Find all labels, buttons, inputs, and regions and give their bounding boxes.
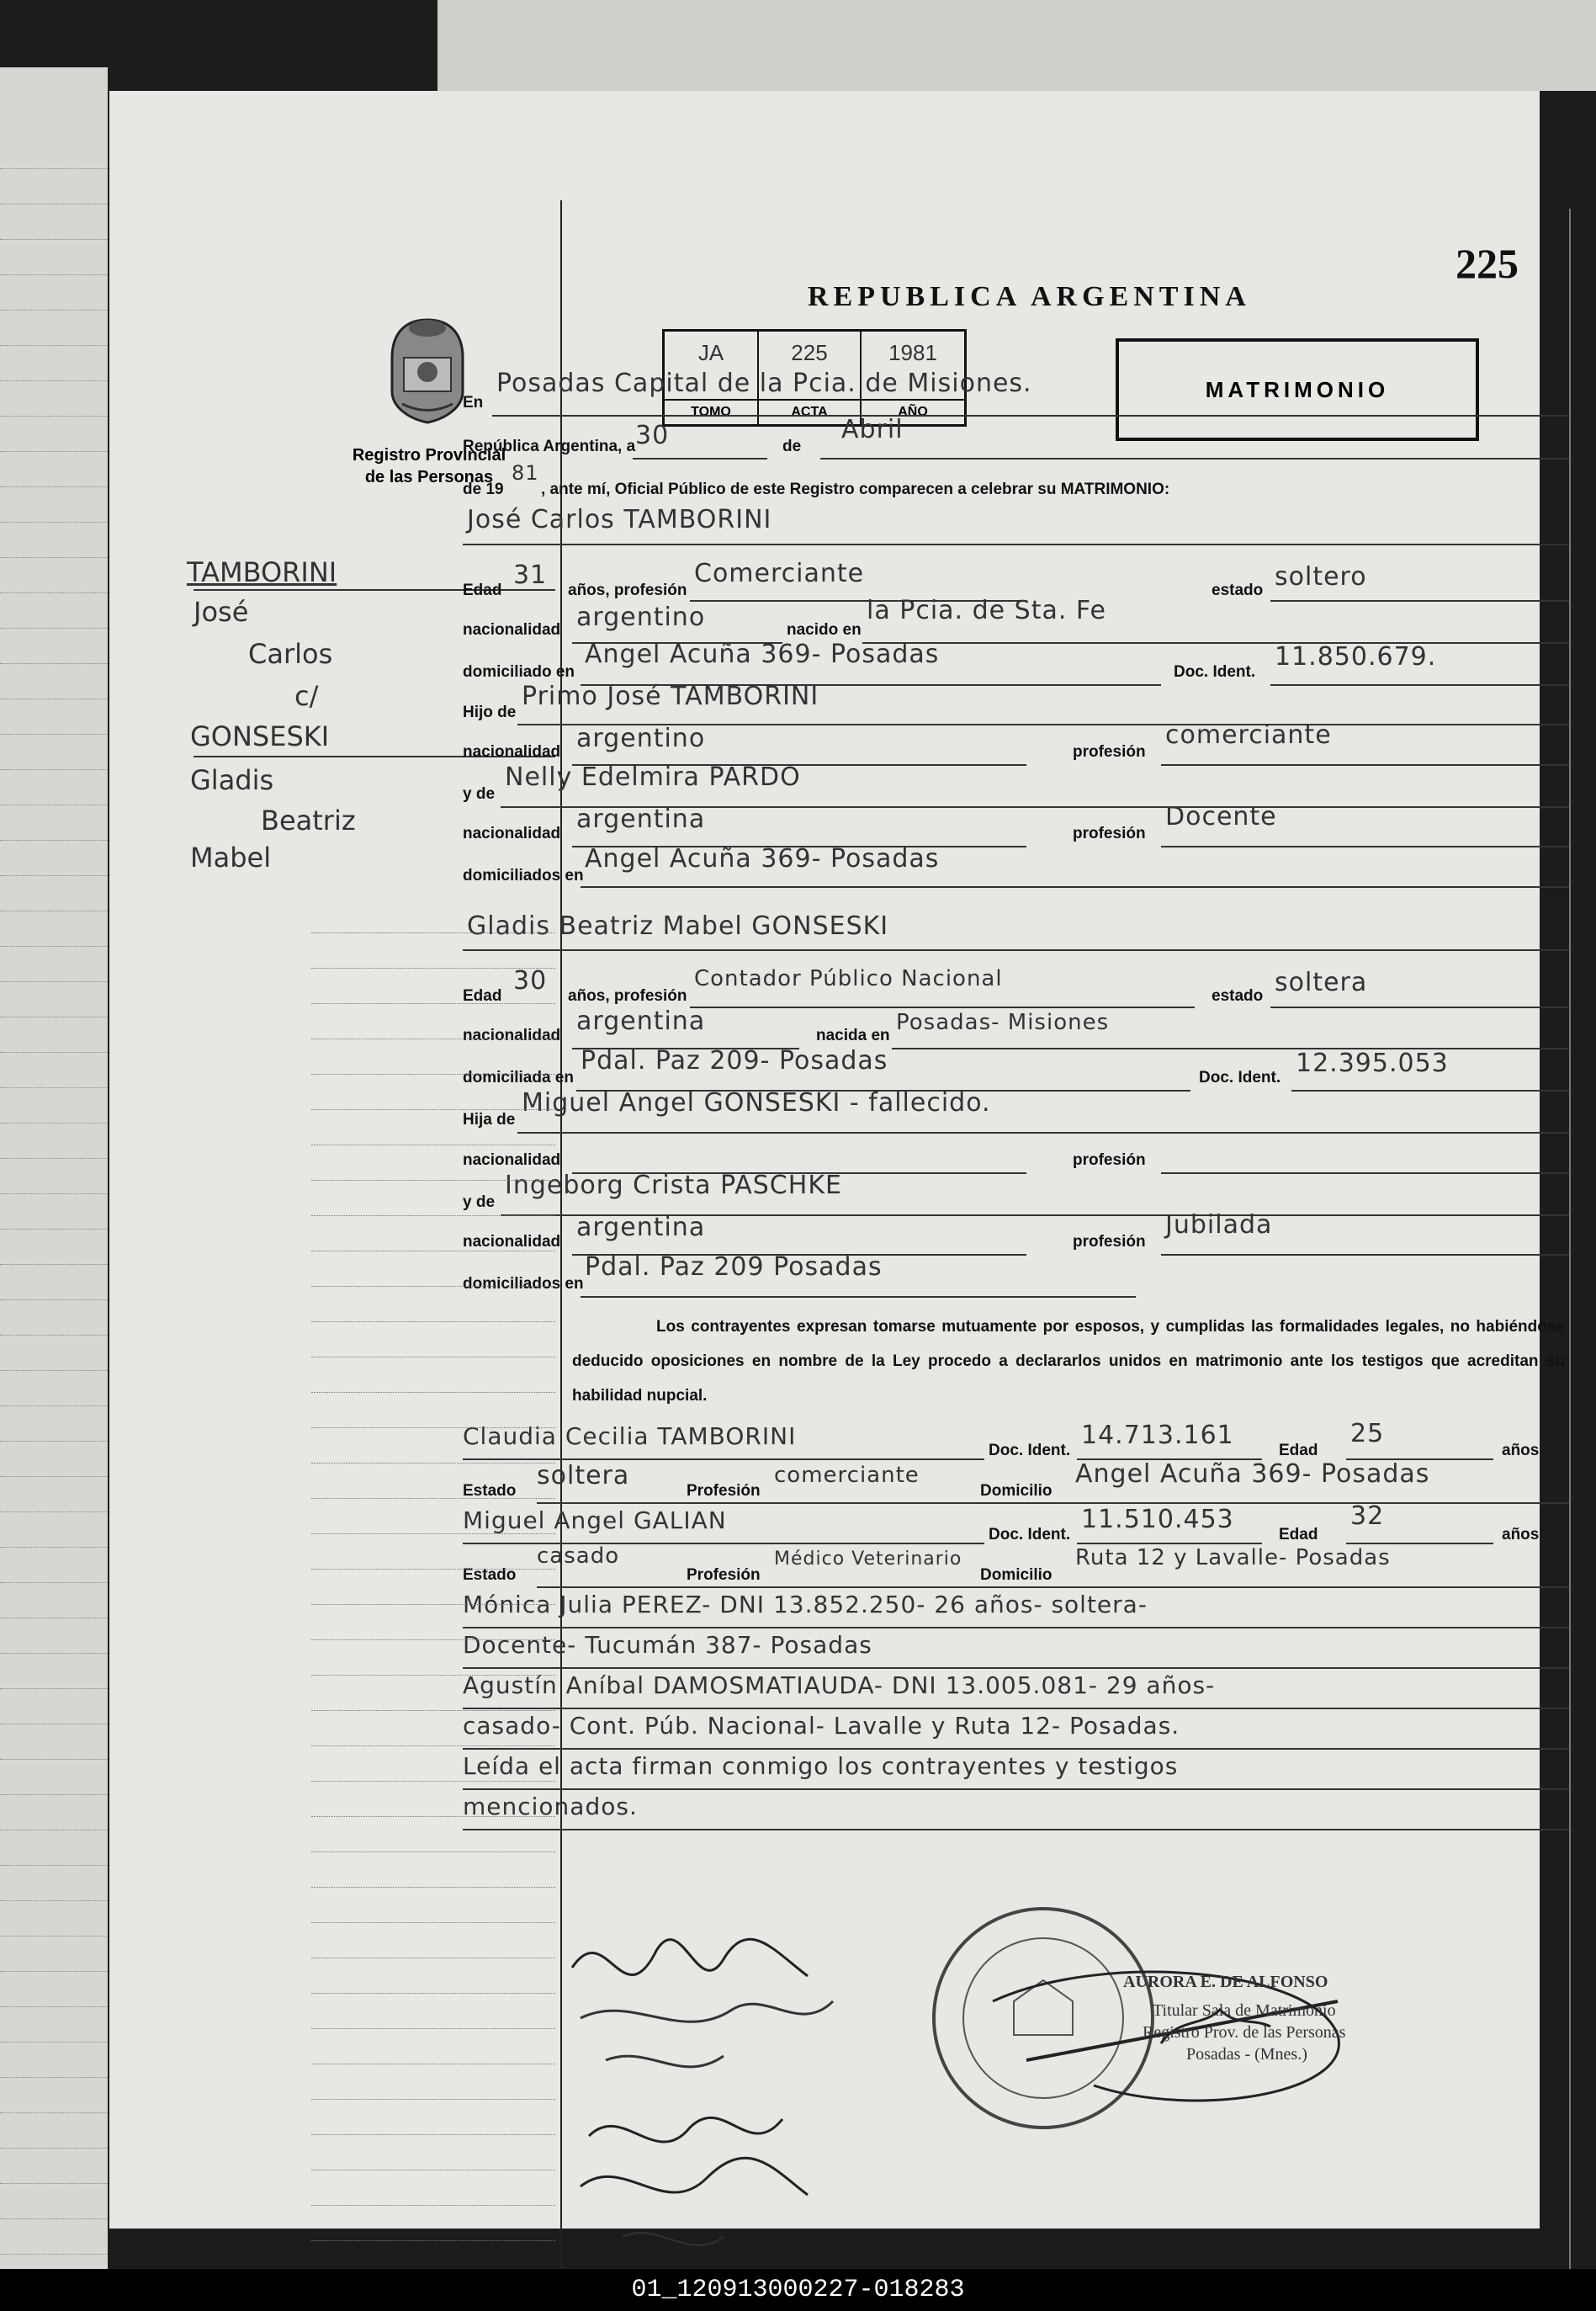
anio-value: 1981 xyxy=(888,340,937,365)
image-caption: 01_120913000227-018283 xyxy=(0,2269,1596,2311)
label-madre-prof: profesión xyxy=(1073,825,1146,842)
label-nacionalidad: nacionalidad xyxy=(463,1027,561,1044)
label-doc: Doc. Ident. xyxy=(1199,1069,1281,1086)
marriage-month: Abril xyxy=(841,415,904,444)
bride-marital-status: soltera xyxy=(1275,968,1368,997)
margin-given-bride-1: Gladis xyxy=(190,764,274,796)
ruled-line xyxy=(0,1405,108,1406)
groom-birthplace: la Pcia. de Sta. Fe xyxy=(867,596,1107,625)
ruled-line xyxy=(311,1180,555,1181)
groom-id: 11.850.679. xyxy=(1275,642,1437,672)
groom-father: Primo José TAMBORINI xyxy=(522,682,819,711)
stamp-title: Titular Sala de Matrimonio xyxy=(1153,2001,1336,2020)
ruled-line xyxy=(0,1900,108,1901)
extra-line-5: Leída el acta firman conmigo los contrayentes y testigos xyxy=(463,1752,1179,1780)
label-padres-dom: domiciliados en xyxy=(463,867,584,885)
ruled-line xyxy=(0,1299,108,1300)
field-line xyxy=(1161,764,1569,766)
ruled-line xyxy=(0,310,108,311)
intro-text: , ante mí, Oficial Público de este Registro comparecen a celebrar su MATRIMONIO: xyxy=(541,481,1170,498)
label-hija: Hija de xyxy=(463,1111,516,1129)
field-line xyxy=(1270,684,1569,686)
ruled-line xyxy=(311,1321,555,1322)
field-line xyxy=(581,1296,1136,1298)
ruled-line xyxy=(0,592,108,593)
groom-mother-nationality: argentina xyxy=(576,805,706,834)
field-line xyxy=(463,1627,1569,1628)
ruled-line xyxy=(0,522,108,523)
label-padre-nac: nacionalidad xyxy=(463,743,561,761)
witness-2-id: 11.510.453 xyxy=(1081,1505,1234,1534)
marriage-year: 81 xyxy=(512,461,539,485)
groom-nationality: argentino xyxy=(576,603,706,632)
witness-2-status: casado xyxy=(537,1543,620,1569)
document-type-box: MATRIMONIO xyxy=(1116,338,1479,441)
ruled-line xyxy=(0,1158,108,1159)
bride-parents-address: Pdal. Paz 209 Posadas xyxy=(585,1252,883,1282)
field-line xyxy=(690,1007,1195,1008)
label-domiciliado: domiciliado en xyxy=(463,663,575,681)
ruled-line xyxy=(311,1463,555,1464)
ruled-line xyxy=(311,1851,555,1852)
ruled-line xyxy=(0,1052,108,1053)
field-line xyxy=(1161,1172,1569,1174)
ruled-line xyxy=(0,239,108,240)
label-profesion: Profesión xyxy=(687,1482,761,1500)
witness-1-address: Angel Acuña 369- Posadas xyxy=(1075,1459,1430,1489)
page-number: 225 xyxy=(1455,240,1519,287)
ruled-line xyxy=(311,1710,555,1711)
page-behind xyxy=(437,0,1596,91)
field-line xyxy=(463,949,1569,951)
field-line xyxy=(1077,1543,1262,1544)
ruled-line xyxy=(0,1335,108,1336)
label-anos-profesion: años, profesión xyxy=(568,987,687,1005)
label-estado: estado xyxy=(1212,582,1264,599)
margin-surname-bride: GONSESKI xyxy=(190,720,330,752)
label-anos-profesion: años, profesión xyxy=(568,582,687,599)
label-padres-dom: domiciliados en xyxy=(463,1275,584,1293)
bride-age: 30 xyxy=(513,966,548,996)
witness-2-age: 32 xyxy=(1350,1501,1385,1531)
groom-address: Angel Acuña 369- Posadas xyxy=(585,640,940,669)
ruled-line xyxy=(311,1816,555,1817)
ruled-line xyxy=(311,1675,555,1676)
ruled-line xyxy=(0,628,108,629)
witness-2-profession: Médico Veterinario xyxy=(774,1549,962,1570)
field-line xyxy=(1161,846,1569,847)
label-domiciliada: domiciliada en xyxy=(463,1069,574,1086)
label-anos: años xyxy=(1502,1442,1540,1459)
label-anos: años xyxy=(1502,1526,1540,1543)
ruled-line xyxy=(0,2254,108,2255)
field-line xyxy=(463,544,1569,545)
label-madre-nac: nacionalidad xyxy=(463,1233,561,1251)
ruled-line xyxy=(0,486,108,487)
stamp-registry: Registro Prov. de las Personas xyxy=(1143,2023,1346,2042)
witness-1-status: soltera xyxy=(537,1461,630,1490)
ruled-line xyxy=(0,451,108,452)
field-line xyxy=(463,1458,984,1460)
signatures xyxy=(555,1900,1397,2287)
label-estado: Estado xyxy=(463,1566,517,1584)
field-line xyxy=(463,1748,1569,1750)
ruled-line xyxy=(0,1229,108,1230)
bride-name: Gladis Beatriz Mabel GONSESKI xyxy=(467,911,889,941)
witness-1-name: Claudia Cecilia TAMBORINI xyxy=(463,1422,797,1450)
tomo-label: TOMO xyxy=(665,399,757,424)
ruled-line xyxy=(0,946,108,947)
ruled-line xyxy=(311,1109,555,1110)
field-line xyxy=(581,886,1569,888)
label-edad: Edad xyxy=(1279,1442,1318,1459)
ruled-line xyxy=(0,1511,108,1512)
groom-age: 31 xyxy=(513,560,548,590)
field-line xyxy=(537,1586,1569,1588)
extra-line-4: casado- Cont. Púb. Nacional- Lavalle y Ruta 12- Posadas. xyxy=(463,1712,1180,1740)
ruled-line xyxy=(311,1639,555,1640)
ruled-line xyxy=(0,1653,108,1654)
stamp-official-name: AURORA E. DE ALFONSO xyxy=(1123,1973,1328,1991)
ruled-line xyxy=(0,380,108,381)
label-year: de 19 xyxy=(463,481,504,498)
groom-parents-address: Angel Acuña 369- Posadas xyxy=(585,844,940,874)
bride-address: Pdal. Paz 209- Posadas xyxy=(581,1046,888,1076)
bride-id: 12.395.053 xyxy=(1296,1049,1449,1078)
label-doc: Doc. Ident. xyxy=(989,1526,1071,1543)
bride-nationality: argentina xyxy=(576,1007,706,1036)
ruled-line xyxy=(311,1533,555,1534)
ruled-line xyxy=(311,1074,555,1075)
register-page xyxy=(109,91,1565,2229)
ruled-line xyxy=(311,1922,555,1923)
ruled-line xyxy=(0,1441,108,1442)
ruled-line xyxy=(0,1476,108,1477)
ruled-line xyxy=(311,2134,555,2135)
ruled-line xyxy=(311,1604,555,1605)
label-de: de xyxy=(782,438,802,455)
margin-given-groom-1: José xyxy=(194,596,249,628)
previous-page-edge xyxy=(0,67,108,2272)
acta-value: 225 xyxy=(791,340,828,365)
field-line xyxy=(820,458,1569,460)
ruled-line xyxy=(311,1215,555,1216)
witness-1-age: 25 xyxy=(1350,1419,1385,1448)
ruled-line xyxy=(311,932,555,933)
ruled-line xyxy=(0,1264,108,1265)
groom-mother: Nelly Edelmira PARDO xyxy=(505,762,801,792)
ruled-line xyxy=(0,345,108,346)
label-y-de: y de xyxy=(463,785,496,803)
ruled-line xyxy=(0,1370,108,1371)
label-nacida: nacida en xyxy=(816,1027,890,1044)
anio-label: AÑO xyxy=(862,399,964,424)
ruled-line xyxy=(0,2042,108,2043)
ruled-line xyxy=(0,769,108,770)
groom-father-nationality: argentino xyxy=(576,724,706,753)
margin-surname-groom: TAMBORINI xyxy=(187,556,337,588)
label-y-de: y de xyxy=(463,1193,496,1211)
field-line xyxy=(463,1667,1569,1669)
field-line xyxy=(517,1132,1569,1134)
extra-line-2: Docente- Tucumán 387- Posadas xyxy=(463,1631,872,1659)
ruled-line xyxy=(0,734,108,735)
bride-birthplace: Posadas- Misiones xyxy=(896,1010,1110,1035)
bride-mother: Ingeborg Crista PASCHKE xyxy=(505,1171,842,1200)
margin-given-groom-2: Carlos xyxy=(248,638,333,670)
stamp-location: Posadas - (Mnes.) xyxy=(1186,2045,1307,2064)
witness-2-name: Miguel Angel GALIAN xyxy=(463,1506,727,1534)
declaration-text: Los contrayentes expresan tomarse mutuamente por esposos, y cumplidas las formalidades legales, no habiéndose deducido oposiciones en nombre de la Ley procedo a declararlos unidos en matrimonio ante los testigos que acreditan su habilidad nupcial. xyxy=(572,1318,1565,1405)
label-hijo: Hijo de xyxy=(463,704,517,721)
extra-line-6: mencionados. xyxy=(463,1793,638,1820)
label-profesion: Profesión xyxy=(687,1566,761,1584)
ruled-line xyxy=(311,1286,555,1287)
field-line xyxy=(463,1708,1569,1709)
ruled-line xyxy=(0,274,108,275)
ruled-line xyxy=(311,1781,555,1782)
field-line xyxy=(1270,600,1569,602)
label-madre-prof: profesión xyxy=(1073,1233,1146,1251)
witness-1-id: 14.713.161 xyxy=(1081,1421,1234,1450)
groom-mother-profession: Docente xyxy=(1165,802,1277,831)
extra-line-1: Mónica Julia PEREZ- DNI 13.852.250- 26 años- soltera- xyxy=(463,1591,1148,1618)
witness-2-address: Ruta 12 y Lavalle- Posadas xyxy=(1075,1545,1391,1570)
ruled-line xyxy=(311,2028,555,2029)
field-line xyxy=(1346,1543,1493,1544)
label-nacido: nacido en xyxy=(787,621,862,639)
label-padre-prof: profesión xyxy=(1073,1151,1146,1169)
ruled-line xyxy=(0,1582,108,1583)
label-country: República Argentina, a xyxy=(463,438,636,455)
ruled-line xyxy=(311,968,555,969)
label-padre-nac: nacionalidad xyxy=(463,1151,561,1169)
marriage-day: 30 xyxy=(635,421,670,450)
groom-father-profession: comerciante xyxy=(1165,720,1332,750)
ruled-line xyxy=(0,2183,108,2184)
ruled-line xyxy=(0,1193,108,1194)
groom-name: José Carlos TAMBORINI xyxy=(467,505,772,534)
ruled-line xyxy=(0,1794,108,1795)
ruled-line xyxy=(0,663,108,664)
label-domicilio: Domicilio xyxy=(980,1482,1053,1500)
ruled-line xyxy=(311,1498,555,1499)
ruled-line xyxy=(0,2077,108,2078)
label-edad: Edad xyxy=(463,987,502,1005)
field-line xyxy=(463,1829,1569,1830)
bride-father: Miguel Angel GONSESKI - fallecido. xyxy=(522,1088,991,1118)
ruled-line xyxy=(311,2240,555,2241)
ruled-line xyxy=(0,1688,108,1689)
label-padre-prof: profesión xyxy=(1073,743,1146,761)
ruled-line xyxy=(311,1993,555,1994)
margin-conjunction: c/ xyxy=(294,680,319,712)
page-title: REPUBLICA ARGENTINA xyxy=(808,281,1251,312)
ruled-line xyxy=(311,1887,555,1888)
ruled-line xyxy=(311,1392,555,1393)
bride-mother-profession: Jubilada xyxy=(1165,1210,1273,1240)
right-rule xyxy=(1569,209,1571,2271)
ruled-line xyxy=(311,1745,555,1746)
label-madre-nac: nacionalidad xyxy=(463,825,561,842)
bride-mother-nationality: argentina xyxy=(576,1213,706,1242)
margin-given-bride-3: Mabel xyxy=(190,842,272,874)
label-doc: Doc. Ident. xyxy=(1174,663,1256,681)
groom-profession: Comerciante xyxy=(694,559,865,588)
ruled-line xyxy=(0,981,108,982)
ruled-line xyxy=(0,1759,108,1760)
acta-label: ACTA xyxy=(759,399,860,424)
ruled-line xyxy=(0,1087,108,1088)
ruled-line xyxy=(0,2218,108,2219)
label-domicilio: Domicilio xyxy=(980,1566,1053,1584)
ruled-line xyxy=(0,2148,108,2149)
ruled-line xyxy=(311,2205,555,2206)
ruled-line xyxy=(0,1971,108,1972)
ruled-line xyxy=(311,1003,555,1004)
ruled-line xyxy=(0,1547,108,1548)
field-line xyxy=(537,1502,1569,1504)
marriage-place: Posadas Capital de la Pcia. de Misiones. xyxy=(496,369,1032,398)
label-nacionalidad: nacionalidad xyxy=(463,621,561,639)
bride-profession: Contador Público Nacional xyxy=(694,966,1003,991)
label-en: En xyxy=(463,394,484,412)
ruled-line xyxy=(0,840,108,841)
field-line xyxy=(1291,1090,1569,1092)
margin-given-bride-2: Beatriz xyxy=(261,805,356,837)
field-line xyxy=(1161,1254,1569,1256)
ruled-line xyxy=(0,416,108,417)
ruled-line xyxy=(311,1569,555,1570)
extra-line-3: Agustín Aníbal DAMOSMATIAUDA- DNI 13.005.081- 29 años- xyxy=(463,1671,1216,1699)
label-edad: Edad xyxy=(463,582,502,599)
field-line xyxy=(1270,1007,1569,1008)
ruled-line xyxy=(0,168,108,169)
label-doc: Doc. Ident. xyxy=(989,1442,1071,1459)
field-line xyxy=(633,458,767,460)
registry-line-2: de las Personas xyxy=(364,468,494,486)
witness-1-profession: comerciante xyxy=(774,1463,920,1488)
ruled-line xyxy=(311,1427,555,1428)
field-line xyxy=(862,642,1569,644)
ruled-line xyxy=(0,1865,108,1866)
ruled-line xyxy=(0,557,108,558)
field-line xyxy=(463,1788,1569,1790)
field-line xyxy=(492,415,1569,417)
label-edad: Edad xyxy=(1279,1526,1318,1543)
ruled-line xyxy=(0,2006,108,2007)
label-estado: Estado xyxy=(463,1482,517,1500)
registry-line-1: Registro Provincial xyxy=(352,446,506,465)
field-line xyxy=(892,1048,1569,1049)
groom-marital-status: soltero xyxy=(1275,562,1367,592)
tomo-value: JA xyxy=(697,340,724,365)
ruled-line xyxy=(0,204,108,205)
ruled-line xyxy=(0,2112,108,2113)
label-estado: estado xyxy=(1212,987,1264,1005)
ruled-line xyxy=(311,2099,555,2100)
ruled-line xyxy=(0,1123,108,1124)
ruled-line xyxy=(0,875,108,876)
